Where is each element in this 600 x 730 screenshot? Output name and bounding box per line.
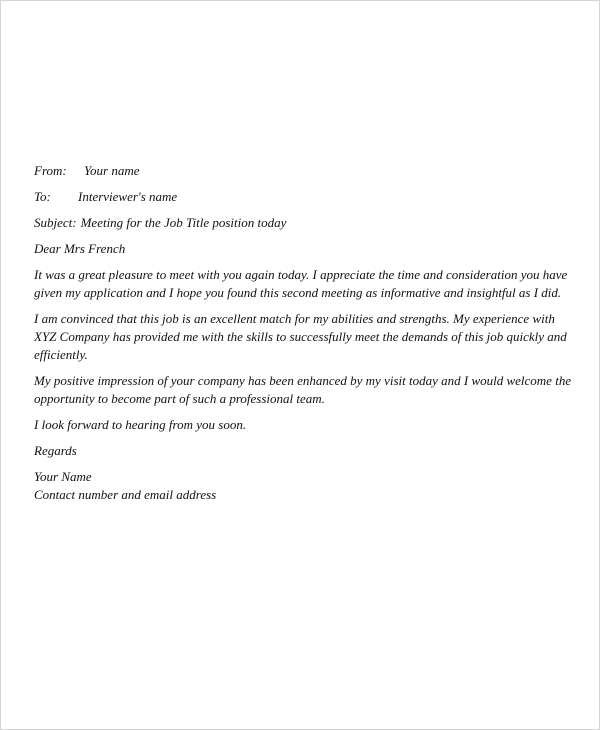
signature-contact: Contact number and email address	[34, 487, 217, 502]
subject-line	[34, 214, 574, 232]
subject-value: Meeting for the Job Title position today	[80, 215, 287, 230]
signature-name: Your Name	[34, 469, 92, 484]
paragraph-1: It was a great pleasure to meet with you again today. I appreciate the time and consideration you have given my application and I hope you found this second meeting as informative and insightful as I did.	[34, 267, 568, 300]
salutation: Dear Mrs French	[34, 241, 126, 256]
paragraph-4: I look forward to hearing from you soon.	[34, 417, 247, 432]
paragraph-2: I am convinced that this job is an excellent match for my abilities and strengths. My experience with XYZ Company has provided me with the skills to successfully meet the demands of this job quickly and efficiently.	[34, 311, 567, 362]
subject-label: Subject:	[34, 215, 77, 230]
signature-block	[34, 468, 574, 504]
from-line	[34, 162, 574, 180]
to-label: To:	[34, 189, 51, 204]
from-value: Your name	[84, 163, 140, 178]
to-line	[34, 188, 574, 206]
paragraph-3: My positive impression of your company has been enhanced by my visit today and I would welcome the opportunity to become part of such a professional team.	[34, 373, 572, 406]
to-value: Interviewer's name	[78, 189, 178, 204]
from-label: From:	[34, 163, 67, 178]
letter-body	[34, 162, 574, 512]
closing: Regards	[34, 443, 77, 458]
